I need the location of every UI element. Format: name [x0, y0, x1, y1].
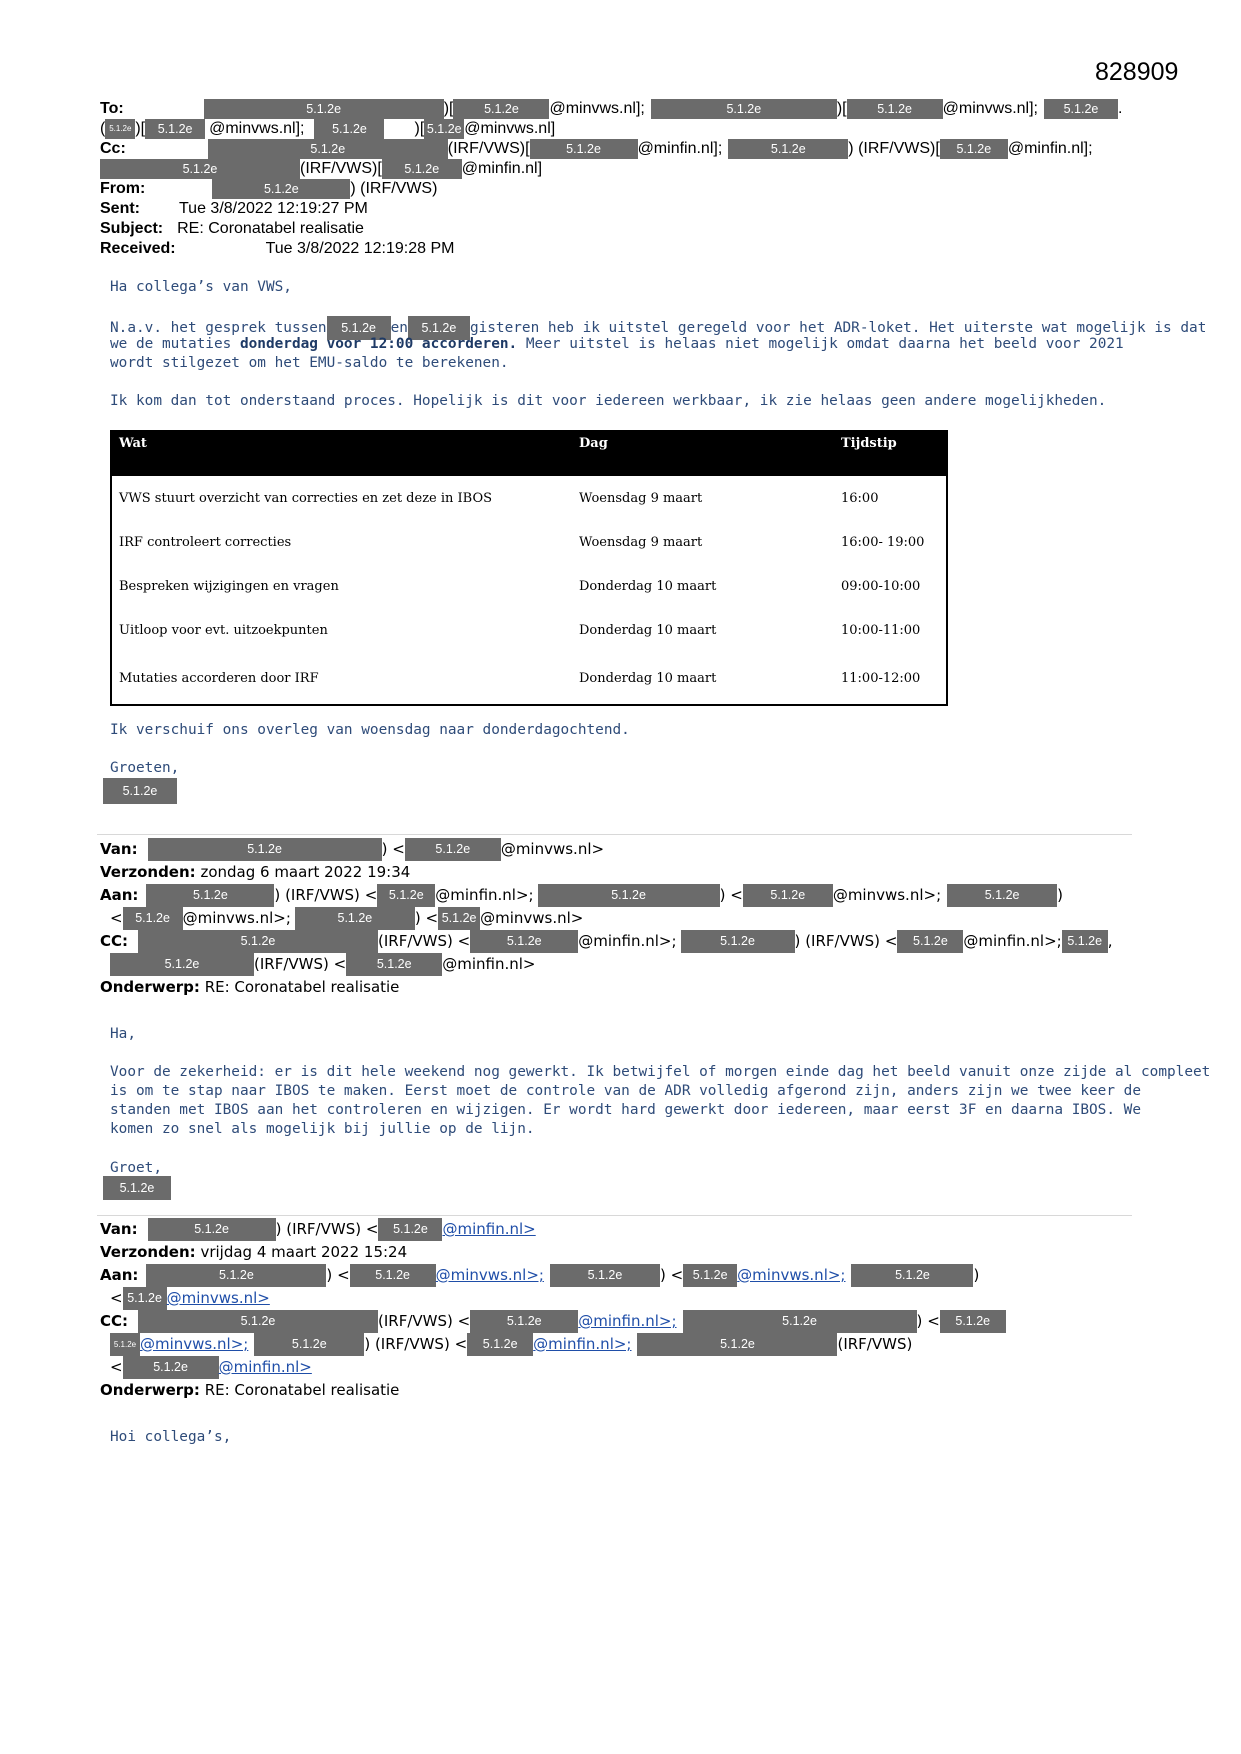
minfin-address: @minfin.nl]; [637, 140, 723, 158]
minfin-address: @minfin.nl>; [435, 886, 534, 904]
redaction: 5.1.2e [110, 953, 254, 976]
paren-text: ) [973, 1266, 980, 1284]
table-cell: 16:00- 19:00 [841, 534, 925, 550]
bracket-text: )[ [414, 120, 425, 138]
bold-text: donderdag voor 12:00 accorderen. [239, 336, 518, 352]
lt-text: < [365, 1220, 379, 1238]
minvws-address: @minvws.nl> [480, 909, 584, 927]
message2-body-line1: Voor de zekerheid: er is dit hele weekend nog gewerkt. Ik betwijfel of morgen einde dag het beeld vanuit onze zijde al compleet [110, 1064, 1211, 1080]
table-cell: Donderdag 10 maart [579, 670, 717, 686]
table-cell: Bespreken wijzigingen en vragen [119, 578, 339, 594]
table-cell: 16:00 [841, 490, 879, 506]
lt-text: < [670, 1266, 684, 1284]
message3-cc-line2 [100, 1333, 912, 1356]
irf-vws-text: (IRF/VWS) [447, 140, 526, 158]
message2-van [100, 838, 604, 861]
redaction: 5.1.2e [148, 838, 382, 861]
message3-cc-line1 [100, 1310, 1006, 1333]
irf-vws-text: (IRF/VWS) [837, 1335, 913, 1353]
irf-vws-text: (IRF/VWS) [300, 160, 378, 178]
verzonden-value: zondag 6 maart 2022 19:34 [200, 863, 411, 881]
message1-paragraph1-line3: wordt stilgezet om het EMU-saldo te berekenen. [110, 355, 509, 371]
irf-vws-text: (IRF/VWS) [374, 1335, 450, 1353]
lt-text: < [337, 1266, 350, 1284]
minfin-address: @minfin.nl> [442, 955, 536, 973]
redaction: 5.1.2e [208, 139, 448, 159]
table-cell: Mutaties accorderen door IRF [119, 670, 319, 686]
message1-paragraph1-line2 [110, 335, 1124, 354]
paren-text: ) [326, 1266, 333, 1284]
message1-paragraph3: Ik verschuif ons overleg van woensdag naar donderdagochtend. [110, 722, 630, 738]
subject-value: RE: Coronatabel realisatie [177, 220, 364, 237]
paren-text: ) [364, 1335, 371, 1353]
redaction: 5.1.2e [105, 119, 135, 139]
separator-line [97, 834, 1132, 835]
text: Meer uitstel is helaas niet mogelijk omdat daarna het beeld voor 2021 [517, 336, 1124, 352]
to-label: To: [100, 100, 124, 118]
text: N.a.v. het gesprek tussen [110, 320, 327, 336]
minfin-address: @minfin.nl>; [963, 932, 1062, 950]
table-row [111, 520, 947, 564]
minvws-link[interactable]: @minvws.nl>; [140, 1335, 249, 1353]
redaction: 5.1.2e [470, 1310, 578, 1333]
minvws-address: @minvws.nl>; [182, 909, 291, 927]
document-number: 828909 [1095, 58, 1179, 86]
table-header-cell: Dag [572, 431, 834, 476]
paren-text: ) [719, 886, 726, 904]
header-sent [100, 199, 368, 219]
table-cell: Donderdag 10 maart [579, 578, 717, 594]
verzonden-label: Verzonden: [100, 1243, 196, 1261]
table-cell: Uitloop voor evt. uitzoekpunten [119, 622, 328, 638]
lt-text: < [884, 932, 898, 950]
minfin-link[interactable]: @minfin.nl>; [533, 1335, 632, 1353]
lt-text: < [364, 886, 378, 904]
redaction: 5.1.2e [743, 884, 833, 907]
cc-label: CC: [100, 1312, 129, 1330]
minvws-address: @minvws.nl>; [832, 886, 942, 904]
redaction: 5.1.2e [204, 99, 444, 119]
redaction: 5.1.2e [103, 778, 177, 804]
irf-vws-text: (IRF/VWS) [378, 932, 453, 950]
lt-text: < [927, 1312, 940, 1330]
paren-text: ) [659, 1266, 666, 1284]
irf-vws-text: (IRF/VWS) [805, 932, 881, 950]
lt-text: < [392, 840, 405, 858]
irf-vws-text: (IRF/VWS) [254, 955, 329, 973]
subject-label: Subject: [100, 220, 164, 237]
message2-aan-line2 [100, 907, 583, 930]
text: we de mutaties [110, 336, 240, 352]
message2-aan-line1 [100, 884, 1063, 907]
irf-vws-text: (IRF/VWS) [858, 140, 936, 158]
table-cell: VWS stuurt overzicht van correcties en zet deze in IBOS [119, 490, 493, 506]
paren-text: ) [381, 840, 388, 858]
redaction: 5.1.2e [683, 1310, 917, 1333]
minfin-link[interactable]: @minfin.nl>; [578, 1312, 677, 1330]
redaction: 5.1.2e [212, 179, 350, 199]
table-row [111, 564, 947, 608]
sent-label: Sent: [100, 200, 140, 217]
redaction: 5.1.2e [550, 1264, 660, 1287]
cc-label: Cc: [100, 140, 126, 158]
message3-cc-line3 [100, 1356, 312, 1379]
redaction: 5.1.2e [683, 1264, 737, 1287]
bracket-text: )[ [443, 100, 454, 118]
redaction: 5.1.2e [377, 884, 435, 907]
minvws-link[interactable]: @minvws.nl>; [737, 1266, 846, 1284]
table-header-row [111, 431, 947, 476]
redaction: 5.1.2e [538, 884, 720, 907]
irf-vws-text: (IRF/VWS) [285, 886, 360, 904]
table-cell: 09:00-10:00 [841, 578, 921, 594]
redaction: 5.1.2e [1062, 930, 1108, 953]
irf-vws-text: (IRF/VWS) [286, 1220, 362, 1238]
header-cc-line-1 [100, 139, 1093, 159]
period-text: . [1118, 100, 1123, 118]
redaction: 5.1.2e [405, 838, 501, 861]
redaction: 5.1.2e [350, 1264, 436, 1287]
table-cell: Woensdag 9 maart [579, 534, 703, 550]
onderwerp-value: RE: Coronatabel realisatie [204, 1381, 400, 1399]
redaction: 5.1.2e [148, 1218, 276, 1241]
van-label: Van: [100, 840, 138, 858]
message2-cc-line1 [100, 930, 1113, 953]
message3-verzonden [100, 1241, 407, 1264]
minfin-address: @minfin.nl]; [1007, 140, 1093, 158]
redaction: 5.1.2e [110, 1333, 140, 1356]
lt-text: < [730, 886, 743, 904]
redaction: 5.1.2e [453, 99, 549, 119]
lt-text: < [457, 932, 471, 950]
aan-label: Aan: [100, 886, 139, 904]
redaction: 5.1.2e [681, 930, 795, 953]
message3-van [100, 1218, 536, 1241]
paren-text: ) [350, 180, 361, 198]
lt-text: < [110, 1289, 123, 1307]
minvws-address: @minvws.nl> [500, 840, 605, 858]
van-label: Van: [100, 1220, 138, 1238]
paren-text: ( [100, 120, 106, 138]
redaction: 5.1.2e [851, 1264, 973, 1287]
redaction: 5.1.2e [146, 1264, 326, 1287]
redaction: 5.1.2e [346, 953, 442, 976]
message2-cc-line2 [100, 953, 535, 976]
received-label: Received: [100, 240, 176, 257]
minvws-link[interactable]: @minvws.nl>; [435, 1266, 544, 1284]
redaction: 5.1.2e [438, 907, 480, 930]
redaction: 5.1.2e [123, 1287, 167, 1310]
redaction: 5.1.2e [940, 1310, 1006, 1333]
redaction: 5.1.2e [530, 139, 638, 159]
minfin-address: @minfin.nl] [461, 160, 543, 178]
schedule-table [110, 430, 948, 706]
onderwerp-label: Onderwerp: [100, 978, 200, 996]
redaction: 5.1.2e [100, 159, 300, 179]
message2-verzonden [100, 861, 410, 884]
redaction: 5.1.2e [1044, 99, 1118, 119]
table-row [111, 652, 947, 705]
minfin-address: @minfin.nl>; [578, 932, 677, 950]
redaction: 5.1.2e [295, 907, 415, 930]
paren-text: ) [274, 886, 281, 904]
message3-aan-line1 [100, 1264, 979, 1287]
redaction: 5.1.2e [470, 930, 578, 953]
paren-text: ) [275, 1220, 282, 1238]
redaction: 5.1.2e [847, 99, 943, 119]
redaction: 5.1.2e [254, 1333, 364, 1356]
lt-text: < [110, 909, 123, 927]
bracket-text: [ [377, 160, 382, 178]
redaction: 5.1.2e [146, 884, 274, 907]
redaction: 5.1.2e [897, 930, 963, 953]
table-header-cell: Wat [111, 431, 572, 476]
redaction: 5.1.2e [145, 119, 205, 139]
redaction: 5.1.2e [651, 99, 837, 119]
text: gisteren heb ik uitstel geregeld voor het ADR-loket. Het uiterste wat mogelijk is dat [469, 320, 1207, 336]
table-cell: 10:00-11:00 [841, 622, 921, 638]
table-header-cell: Tijdstip [834, 431, 947, 476]
lt-text: < [454, 1335, 468, 1353]
verzonden-value: vrijdag 4 maart 2022 15:24 [200, 1243, 408, 1261]
verzonden-label: Verzonden: [100, 863, 196, 881]
message2-body-line3: standen met IBOS aan het controleren en wijzigen. Er wordt hard gewerkt door iedereen, maar eerst 3F en daarna IBOS. We [110, 1102, 1142, 1118]
table-row [111, 608, 947, 652]
paren-text: ) [414, 909, 421, 927]
paren-text: ) [794, 932, 801, 950]
table-row [111, 476, 947, 520]
redaction: 5.1.2e [314, 119, 384, 139]
minvws-address: @minvws.nl]; [942, 100, 1038, 118]
lt-text: < [425, 909, 439, 927]
minvws-address: @minvws.nl] [464, 120, 556, 138]
minvws-link[interactable]: @minvws.nl> [166, 1289, 270, 1307]
aan-label: Aan: [100, 1266, 139, 1284]
redaction: 5.1.2e [327, 316, 391, 340]
cc-label: CC: [100, 932, 129, 950]
onderwerp-label: Onderwerp: [100, 1381, 200, 1399]
redaction: 5.1.2e [382, 159, 462, 179]
paren-text: ) [1057, 886, 1063, 904]
lt-text: < [110, 1358, 123, 1376]
message3-greeting: Hoi collega’s, [110, 1429, 232, 1445]
bracket-text: [ [525, 140, 530, 158]
table-cell: 11:00-12:00 [841, 670, 921, 686]
irf-vws-text: (IRF/VWS) [360, 180, 438, 198]
table-cell: Donderdag 10 maart [579, 622, 717, 638]
message2-greeting: Ha, [110, 1026, 136, 1042]
redaction: 5.1.2e [408, 316, 470, 340]
text: en [390, 320, 408, 336]
redaction: 5.1.2e [123, 1356, 219, 1379]
message3-onderwerp [100, 1379, 399, 1402]
header-from [100, 179, 437, 199]
signature-redaction [103, 1176, 171, 1200]
message1-paragraph2: Ik kom dan tot onderstaand proces. Hopelijk is dit voor iedereen werkbaar, ik zie helaas geen andere mogelijkheden. [110, 393, 1107, 409]
bracket-text: )[ [135, 120, 146, 138]
redaction: 5.1.2e [378, 1218, 442, 1241]
redaction: 5.1.2e [728, 139, 848, 159]
redaction: 5.1.2e [424, 119, 464, 139]
minfin-link[interactable]: @minfin.nl> [442, 1220, 536, 1238]
redaction: 5.1.2e [940, 139, 1008, 159]
message2-onderwerp [100, 976, 399, 999]
minvws-address: @minvws.nl]; [549, 100, 645, 118]
header-received [100, 239, 454, 259]
redaction: 5.1.2e [123, 907, 183, 930]
redaction: 5.1.2e [467, 1333, 533, 1356]
comma-text: , [1107, 932, 1113, 950]
lt-text: < [333, 955, 347, 973]
bracket-text: )[ [836, 100, 847, 118]
header-subject [100, 219, 364, 239]
message1-closing: Groeten, [110, 760, 180, 776]
header-cc-line-2 [100, 159, 542, 179]
sent-value: Tue 3/8/2022 12:19:27 PM [179, 200, 368, 217]
paren-text: ) [916, 1312, 923, 1330]
message2-closing: Groet, [110, 1160, 162, 1176]
from-label: From: [100, 180, 146, 198]
minfin-link[interactable]: @minfin.nl> [218, 1358, 312, 1376]
onderwerp-value: RE: Coronatabel realisatie [204, 978, 400, 996]
bracket-text: [ [935, 140, 940, 158]
redaction: 5.1.2e [103, 1176, 171, 1200]
redaction: 5.1.2e [947, 884, 1057, 907]
message1-greeting: Ha collega’s van VWS, [110, 279, 292, 295]
message2-body-line4: komen zo snel als mogelijk bij jullie op de lijn. [110, 1121, 535, 1137]
header-to-line-1 [100, 99, 1122, 119]
table-cell: Woensdag 9 maart [579, 490, 703, 506]
irf-vws-text: (IRF/VWS) [378, 1312, 453, 1330]
redaction: 5.1.2e [138, 930, 378, 953]
redaction: 5.1.2e [637, 1333, 837, 1356]
lt-text: < [457, 1312, 471, 1330]
header-to-line-2 [100, 119, 555, 139]
signature-redaction [103, 778, 177, 804]
separator-line [97, 1215, 1132, 1216]
table-cell: IRF controleert correcties [119, 534, 292, 550]
redaction: 5.1.2e [138, 1310, 378, 1333]
message3-aan-line2 [100, 1287, 270, 1310]
paren-text: ) [848, 140, 859, 158]
message2-body-line2: is om te stap naar IBOS te maken. Eerst moet de controle van de ADR volledig afgerond zijn, anders zijn we twee keer de [110, 1083, 1142, 1099]
minvws-address: @minvws.nl]; [209, 120, 305, 138]
received-value: Tue 3/8/2022 12:19:28 PM [265, 240, 455, 257]
